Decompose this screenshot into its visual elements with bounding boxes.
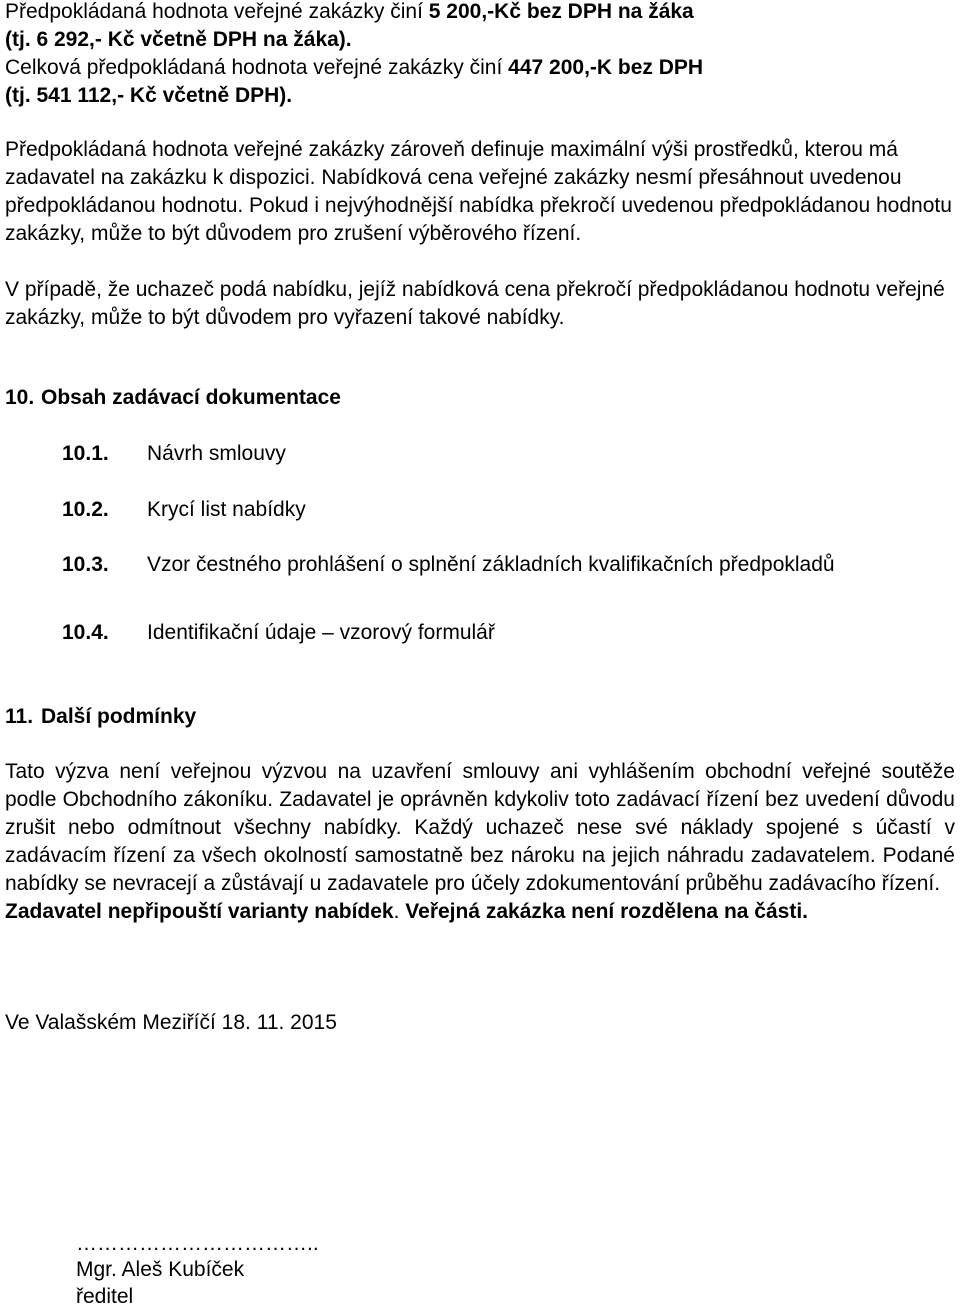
signer-role: ředitel — [76, 1285, 134, 1308]
section-11-heading — [5, 703, 196, 731]
section-10-heading — [5, 384, 341, 412]
value-line-1-text: Předpokládaná hodnota veřejné zakázky činí — [5, 0, 429, 23]
statement-separator: . — [393, 900, 406, 923]
value-per-pupil-with-vat: (tj. 6 292,- Kč včetně DPH na žáka). — [5, 28, 352, 51]
list-item-number: 10.2. — [62, 498, 109, 521]
value-line-1 — [5, 0, 955, 26]
list-item-text: Krycí list nabídky — [147, 498, 306, 521]
list-item-number: 10.1. — [62, 442, 109, 465]
total-value-with-vat: (tj. 541 112,- Kč včetně DPH). — [5, 84, 293, 107]
conditions-body: Tato výzva není veřejnou výzvou na uzavření smlouvy ani vyhlášením obchodní veřejné soutěže podle Obchodního zákoníku. Zadavatel je oprávněn kdykoliv toto zadávací řízení bez uvedení důvodu zrušit nebo odmítnout všechny nabídky. Každý uchazeč nese své náklady spojené s účastí v zadávacím řízení za všech okolností samostatně bez nároku na jejich náhradu zadavatelem. Podané nabídky se nevracejí a zůstávají u zadavatele pro účely zdokumentování průběhu zadávacího řízení. — [5, 760, 955, 895]
value-line-3-text: Celková předpokládaná hodnota veřejné zakázky činí — [5, 56, 509, 79]
list-item-text: Návrh smlouvy — [147, 442, 286, 465]
conditions-paragraph — [5, 758, 955, 926]
signer-name: Mgr. Aleš Kubíček — [76, 1258, 245, 1281]
signature-line: …………………………….. — [76, 1232, 319, 1255]
limit-paragraph: Předpokládaná hodnota veřejné zakázky zároveň definuje maximální výši prostředků, kterou má zadavatel na zakázku k dispozici. Nabídková cena veřejné zakázky nesmí přesáhnout uvedenou předpokládanou hodnotu. Pokud i nejvýhodnější nabídka překročí uvedenou předpokládanou hodnotu zakázky, může to být důvodem pro zrušení výběrového řízení. — [5, 138, 952, 245]
parts-statement: Veřejná zakázka není rozdělena na části. — [405, 900, 808, 923]
value-line-3 — [5, 54, 955, 82]
exceed-paragraph: V případě, že uchazeč podá nabídku, jejíž nabídková cena překročí předpokládanou hodnotu veřejné zakázky, může to být důvodem pro vyřazení takové nabídky. — [5, 278, 945, 329]
section-11-title: Další podmínky — [41, 705, 197, 728]
list-item-text: Vzor čestného prohlášení o splnění základních kvalifikačních předpokladů — [147, 553, 835, 576]
list-item — [62, 619, 495, 647]
list-item — [62, 496, 306, 524]
estimated-value-block — [5, 0, 955, 110]
section-10-title: Obsah zadávací dokumentace — [41, 386, 341, 409]
value-per-pupil: 5 200,-Kč bez DPH na žáka — [428, 0, 694, 23]
place-and-date: Ve Valašském Meziříčí 18. 11. 2015 — [5, 1011, 337, 1034]
list-item-number: 10.3. — [62, 553, 109, 576]
list-item — [62, 440, 286, 468]
list-item-text: Identifikační údaje – vzorový formulář — [147, 621, 495, 644]
section-11-number: 11. — [5, 705, 34, 728]
total-value: 447 200,-K bez DPH — [508, 56, 704, 79]
section-10-number: 10. — [5, 386, 35, 409]
list-item — [62, 551, 835, 579]
variants-statement: Zadavatel nepřipouští varianty nabídek — [5, 900, 394, 923]
list-item-number: 10.4. — [62, 621, 109, 644]
